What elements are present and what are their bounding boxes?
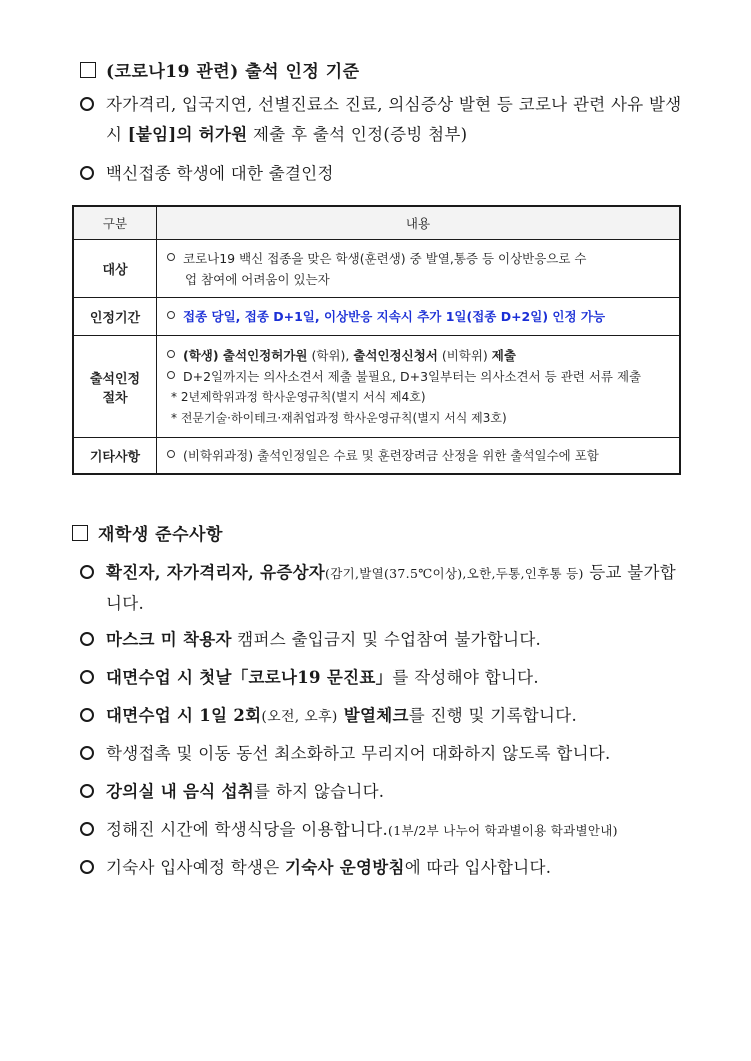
section2-item-4: 대면수업 시 1일 2회(오전, 오후) 발열체크를 진행 및 기록합니다. (80, 701, 720, 732)
bullet-circle-icon (80, 670, 94, 684)
row-label: 대상 (73, 240, 157, 298)
small-circle-icon (167, 253, 175, 261)
row-label: 인정기간 (73, 298, 157, 336)
section2-item-3: 대면수업 시 첫날「코로나19 문진표」를 작성해야 합니다. (80, 663, 720, 693)
row-content: (비학위과정) 출석인정일은 수료 및 훈련장려금 산정을 위한 출석일수에 포함 (157, 438, 681, 474)
section2-heading: 재학생 준수사항 (72, 520, 223, 545)
table-row (73, 240, 680, 298)
small-circle-icon (167, 371, 175, 379)
section2-item-5: 학생접촉 및 이동 동선 최소화하고 무리지어 대화하지 않도록 합니다. (80, 739, 720, 769)
table-row (73, 336, 680, 438)
small-circle-icon (167, 450, 175, 458)
checkbox-square-icon (72, 525, 88, 541)
section2-item-1: 확진자, 자가격리자, 유증상자(감기,발열(37.5℃이상),오한,두통,인후통 등) 등교 불가합니다. (80, 558, 685, 619)
checkbox-square-icon (80, 62, 96, 78)
bullet-circle-icon (80, 632, 94, 646)
row-content: (학생) 출석인정허가원 (학위), 출석인정신청서 (비학위) 제출 D+2일까지는 의사소견서 제출 불필요, D+3일부터는 의사소견서 등 관련 서류 제출 * 2년제학위과정 학사운영규칙(별지 서식 제4호) * 전문기술·하이테크·재취업과정 학사운영규칙(별지 서식 제3호) (157, 336, 681, 438)
row-content: 접종 당일, 접종 D+1일, 이상반응 지속시 추가 1일(접종 D+2일) 인정 가능 (157, 298, 681, 336)
section2-item-8: 기숙사 입사예정 학생은 기숙사 운영방침에 따라 입사합니다. (80, 853, 720, 883)
table-row (73, 438, 680, 474)
section2-item-6: 강의실 내 음식 섭취를 하지 않습니다. (80, 777, 720, 807)
bullet-circle-icon (80, 860, 94, 874)
row-label: 기타사항 (73, 438, 157, 474)
bullet-circle-icon (80, 822, 94, 836)
table-header-row (73, 206, 680, 240)
section1-bullet-2: 백신접종 학생에 대한 출결인정 (80, 159, 690, 189)
bullet-circle-icon (80, 97, 94, 111)
section1-bullet-1: 자가격리, 입국지연, 선별진료소 진료, 의심증상 발현 등 코로나 관련 사유 발생 시 [붙임]의 허가원 제출 후 출석 인정(증빙 첨부) (80, 90, 690, 150)
row-label: 출석인정 절차 (73, 336, 157, 438)
section2-item-2: 마스크 미 착용자 캠퍼스 출입금지 및 수업참여 불가합니다. (80, 625, 720, 655)
section1-heading: (코로나19 관련) 출석 인정 기준 (80, 57, 360, 82)
bullet-circle-icon (80, 746, 94, 760)
attendance-criteria-table (72, 205, 681, 475)
bullet-circle-icon (80, 708, 94, 722)
bullet-circle-icon (80, 166, 94, 180)
table-header-category: 구분 (73, 206, 157, 240)
table-row (73, 298, 680, 336)
bullet-circle-icon (80, 565, 94, 579)
small-circle-icon (167, 311, 175, 319)
row-content: 코로나19 백신 접종을 맞은 학생(훈련생) 중 발열,통증 등 이상반응으로 수 업 참여에 어려움이 있는자 (157, 240, 681, 298)
table-header-content: 내용 (157, 206, 681, 240)
section2-item-7: 정해진 시간에 학생식당을 이용합니다.(1부/2부 나누어 학과별이용 학과별안내) (80, 815, 720, 846)
bullet-circle-icon (80, 784, 94, 798)
small-circle-icon (167, 350, 175, 358)
